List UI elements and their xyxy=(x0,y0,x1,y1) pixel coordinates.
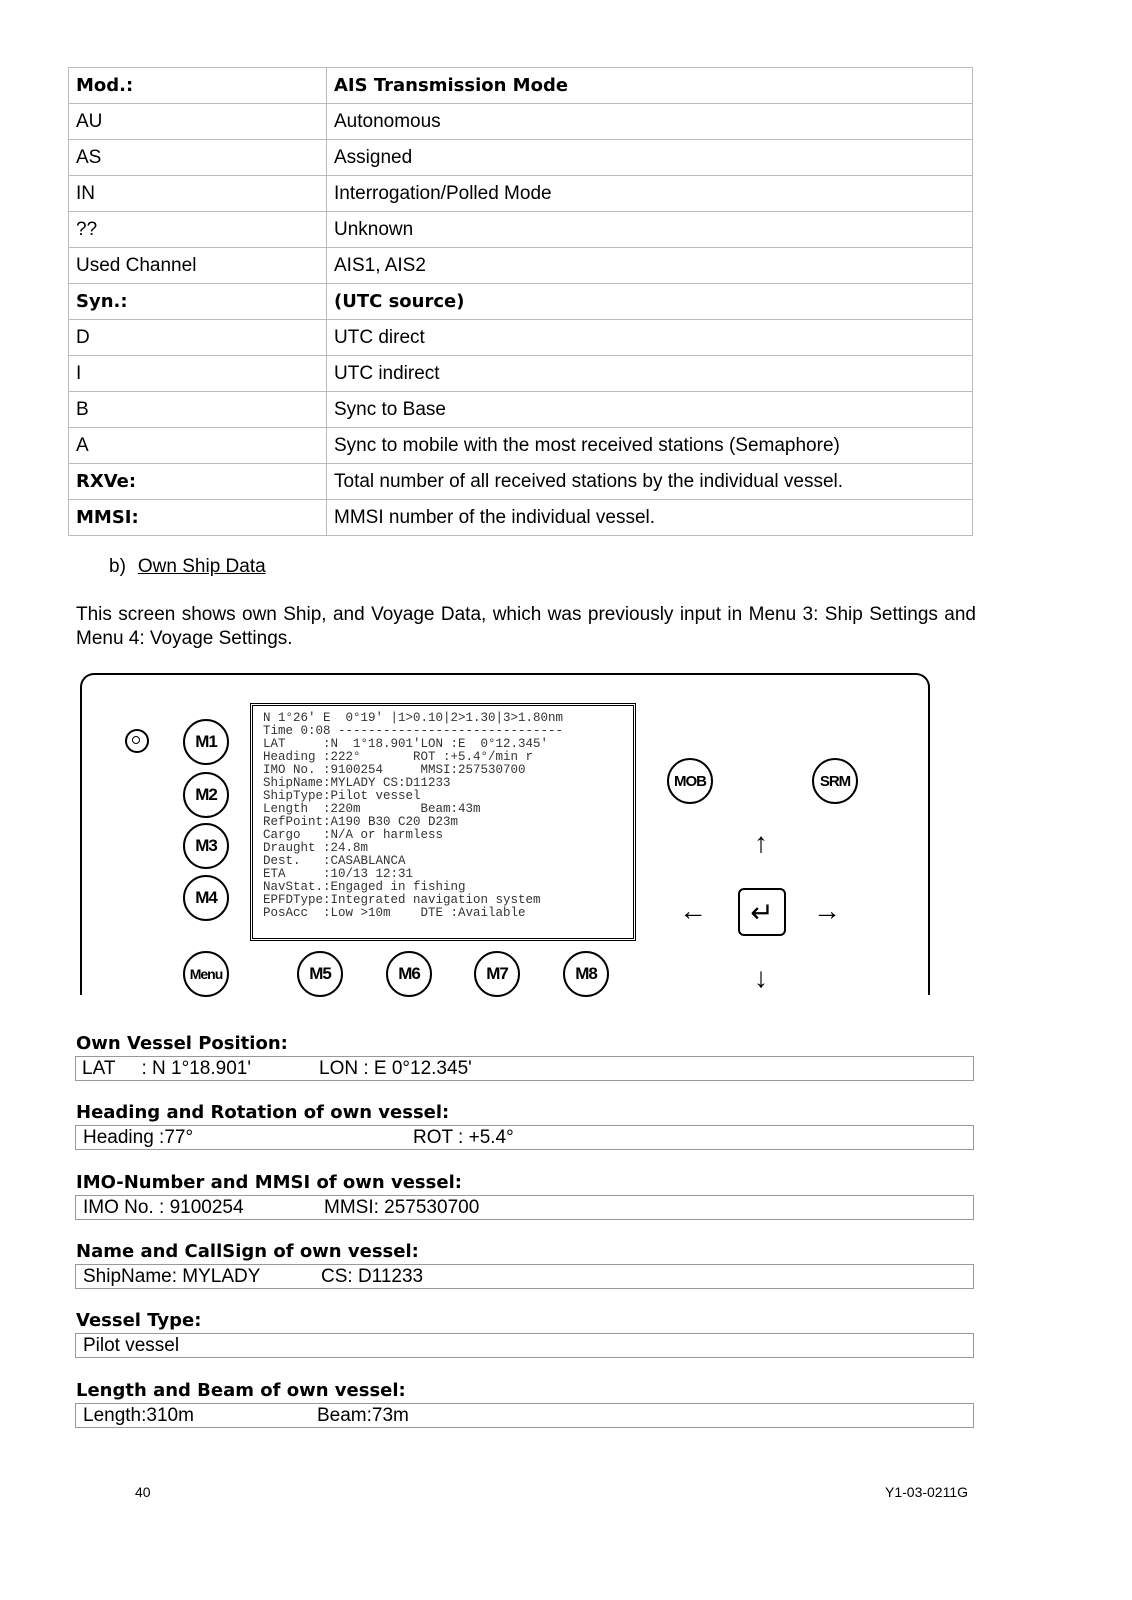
code-cell: D xyxy=(69,320,327,356)
arrow-up-icon[interactable]: ↑ xyxy=(754,827,768,858)
screen-line: NavStat.:Engaged in fishing xyxy=(263,880,466,894)
table-row xyxy=(69,104,973,140)
field-value: Pilot vessel xyxy=(83,1335,180,1357)
screen-line: Dest. :CASABLANCA xyxy=(263,854,406,868)
screen-line: Time 0:08 ------------------------------ xyxy=(263,724,564,738)
field-value-secondary: MMSI: 257530700 xyxy=(324,1196,480,1218)
code-cell: B xyxy=(69,392,327,428)
code-cell: RXVe: xyxy=(69,464,327,500)
description-cell: UTC direct xyxy=(327,320,973,356)
arrow-down-icon[interactable]: ↓ xyxy=(754,962,768,993)
table-row xyxy=(69,248,973,284)
code-cell: ?? xyxy=(69,212,327,248)
m8-button[interactable]: M8 xyxy=(563,951,609,997)
m2-button[interactable]: M2 xyxy=(183,772,229,818)
code-cell: I xyxy=(69,356,327,392)
screen-line: PosAcc :Low >10m DTE :Available xyxy=(263,906,526,920)
description-cell: Interrogation/Polled Mode xyxy=(327,176,973,212)
description-cell: AIS1, AIS2 xyxy=(327,248,973,284)
description-cell: AIS Transmission Mode xyxy=(327,68,973,104)
field-value-secondary: CS: D11233 xyxy=(321,1265,424,1287)
screen-line: Length :220m Beam:43m xyxy=(263,802,481,816)
screen-line: ETA :10/13 12:31 xyxy=(263,867,414,881)
code-cell: Used Channel xyxy=(69,248,327,284)
section-heading xyxy=(109,556,266,578)
code-cell: Syn.: xyxy=(69,284,327,320)
code-cell: A xyxy=(69,428,327,464)
table-row xyxy=(69,392,973,428)
field-value-box xyxy=(75,1195,974,1220)
table-row xyxy=(69,320,973,356)
field-value-box xyxy=(75,1125,974,1150)
field-label: Vessel Type: xyxy=(76,1310,202,1332)
table-row xyxy=(69,500,973,536)
table-row xyxy=(69,428,973,464)
screen-line: LAT :N 1°18.901'LON :E 0°12.345' xyxy=(263,737,549,751)
screen-line: EPFDType:Integrated navigation system xyxy=(263,893,541,907)
field-value-box xyxy=(75,1264,974,1289)
field-value: Length:310m xyxy=(83,1404,194,1426)
screen-line: N 1°26' E 0°19' |1>0.10|2>1.30|3>1.80nm xyxy=(263,711,564,725)
field-value: ShipName: MYLADY xyxy=(83,1265,261,1287)
field-value: IMO No. : 9100254 xyxy=(83,1196,244,1218)
enter-icon[interactable]: ↵ xyxy=(738,888,786,936)
screen-line: Heading :222° ROT :+5.4°/min r xyxy=(263,750,534,764)
description-cell: Autonomous xyxy=(327,104,973,140)
table-row xyxy=(69,212,973,248)
description-cell: (UTC source) xyxy=(327,284,973,320)
arrow-left-icon[interactable]: ← xyxy=(679,895,707,926)
table-row xyxy=(69,140,973,176)
mob-button[interactable]: MOB xyxy=(667,758,713,804)
table-row xyxy=(69,356,973,392)
intro-paragraph: This screen shows own Ship, and Voyage Data, which was previously input in Menu 3: Ship Settings and Menu 4: Voyage Settings. xyxy=(76,604,976,649)
field-label: Own Vessel Position: xyxy=(76,1033,288,1054)
field-value-secondary: Beam:73m xyxy=(317,1404,409,1426)
code-cell: Mod.: xyxy=(69,68,327,104)
m4-button[interactable]: M4 xyxy=(183,875,229,921)
m7-button[interactable]: M7 xyxy=(474,951,520,997)
screen-line: ShipName:MYLADY CS:D11233 xyxy=(263,776,451,790)
m1-button[interactable]: M1 xyxy=(183,719,229,765)
field-value-box xyxy=(75,1403,974,1428)
code-cell: MMSI: xyxy=(69,500,327,536)
m5-button[interactable]: M5 xyxy=(297,951,343,997)
screen-line: Draught :24.8m xyxy=(263,841,369,855)
field-value-box xyxy=(75,1333,974,1358)
field-value: Heading :77° xyxy=(83,1127,194,1149)
table-row xyxy=(69,284,973,320)
field-value: LAT : N 1°18.901' xyxy=(82,1058,251,1079)
screen-text xyxy=(253,706,633,920)
field-value-secondary: LON : E 0°12.345' xyxy=(319,1058,472,1079)
menu-button[interactable]: Menu xyxy=(183,951,229,997)
arrow-right-icon[interactable]: → xyxy=(813,895,841,926)
m6-button[interactable]: M6 xyxy=(386,951,432,997)
screen-line: RefPoint:A190 B30 C20 D23m xyxy=(263,815,459,829)
code-cell: AS xyxy=(69,140,327,176)
table-row xyxy=(69,68,973,104)
field-value-box xyxy=(75,1056,974,1081)
field-label: Length and Beam of own vessel: xyxy=(76,1379,406,1401)
description-cell: Sync to mobile with the most received stations (Semaphore) xyxy=(327,428,973,464)
description-cell: Assigned xyxy=(327,140,973,176)
field-label: Heading and Rotation of own vessel: xyxy=(76,1102,450,1124)
code-cell: AU xyxy=(69,104,327,140)
description-cell: Sync to Base xyxy=(327,392,973,428)
field-value-secondary: ROT : +5.4° xyxy=(413,1127,514,1149)
srm-button[interactable]: SRM xyxy=(812,758,858,804)
table-row xyxy=(69,464,973,500)
m3-button[interactable]: M3 xyxy=(183,823,229,869)
description-cell: UTC indirect xyxy=(327,356,973,392)
document-id: Y1-03-0211G xyxy=(885,1484,969,1500)
screen-line: ShipType:Pilot vessel xyxy=(263,789,421,803)
screen-line: Cargo :N/A or harmless xyxy=(263,828,444,842)
description-cell: Unknown xyxy=(327,212,973,248)
section-marker: b) xyxy=(109,556,126,577)
screen-line: IMO No. :9100254 MMSI:257530700 xyxy=(263,763,526,777)
page-number: 40 xyxy=(135,1484,151,1500)
device-screen xyxy=(250,703,636,941)
table-row xyxy=(69,176,973,212)
ais-mode-table xyxy=(68,67,973,536)
description-cell: Total number of all received stations by the individual vessel. xyxy=(327,464,973,500)
field-label: IMO-Number and MMSI of own vessel: xyxy=(76,1171,462,1193)
code-cell: IN xyxy=(69,176,327,212)
description-cell: MMSI number of the individual vessel. xyxy=(327,500,973,536)
field-label: Name and CallSign of own vessel: xyxy=(76,1240,419,1262)
section-title: Own Ship Data xyxy=(137,556,266,577)
brightness-knob-icon xyxy=(125,729,149,753)
